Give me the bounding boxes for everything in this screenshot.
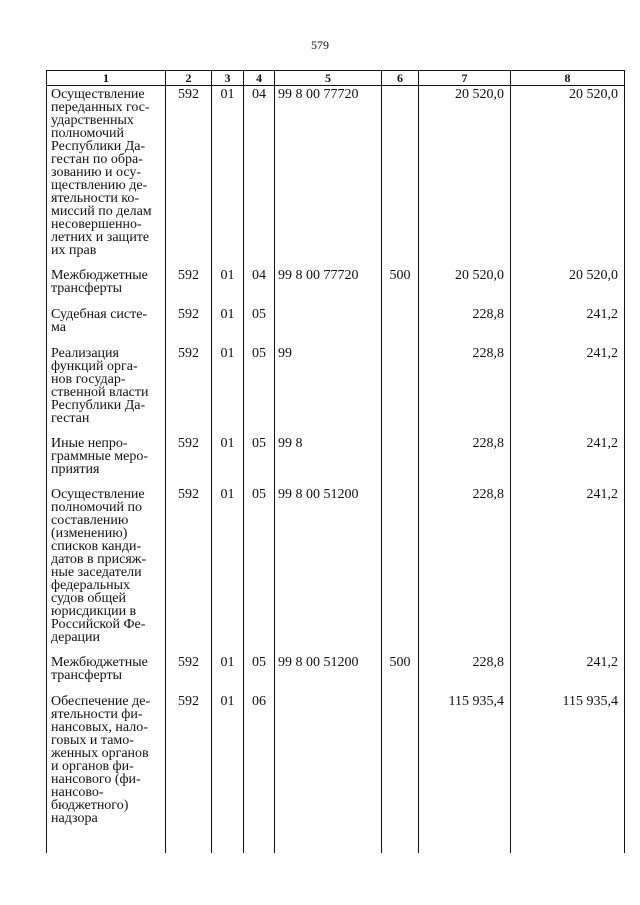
amount-col7-cell: 228,8 (419, 654, 511, 693)
row-name-cell (47, 306, 166, 345)
row-name-line: бюджетного) (51, 797, 129, 813)
row-name-line: ственной власти (51, 384, 149, 400)
row-name-cell (47, 267, 166, 306)
target-article-cell (275, 306, 382, 345)
row-name-line: функций орга- (51, 358, 138, 374)
row-name-line: Осуществление (51, 87, 145, 102)
target-article-cell (275, 693, 382, 833)
row-name-line: Межбюджетные (51, 267, 148, 283)
table-row (47, 306, 625, 345)
section-cell: 01 (212, 693, 244, 833)
row-name-line: Реализация (51, 345, 119, 361)
row-name-line: Обеспечение де- (51, 693, 151, 709)
row-name-line: Республики Да- (51, 139, 146, 154)
row-name-line: Судебная систе- (51, 306, 148, 322)
row-name-line: федеральных (51, 577, 131, 593)
table-row (47, 435, 625, 486)
gov-code-cell: 592 (166, 654, 212, 693)
header-col-7: 7 (419, 71, 511, 86)
row-name-cell (47, 486, 166, 654)
row-name-line: нансово- (51, 784, 104, 800)
target-article-cell: 99 (275, 345, 382, 435)
row-name-line: нов государ- (51, 371, 126, 387)
row-name-line: ятельности ко- (51, 191, 140, 206)
subsection-cell: 05 (244, 345, 275, 435)
row-name-line: ма (51, 319, 66, 335)
row-name-line: приятия (51, 461, 100, 477)
row-name-line: дерации (51, 629, 101, 645)
amount-col8-cell: 241,2 (511, 654, 625, 693)
row-name-line: Осуществление (51, 486, 145, 502)
header-col-2: 2 (166, 71, 212, 86)
table-row (47, 86, 625, 267)
row-name-line: гестан по обра- (51, 152, 143, 167)
row-name-line: их прав (51, 243, 97, 258)
page-number: 579 (311, 38, 329, 52)
table-row (47, 267, 625, 306)
row-name-line: ударственных (51, 113, 134, 128)
row-name-line: Российской Фе- (51, 616, 146, 632)
target-article-cell: 99 8 00 77720 (275, 267, 382, 306)
section-cell: 01 (212, 486, 244, 654)
gov-code-cell: 592 (166, 693, 212, 833)
row-name-line: миссий по делам (51, 204, 152, 219)
amount-col7-cell: 228,8 (419, 486, 511, 654)
subsection-cell: 05 (244, 486, 275, 654)
amount-col8-cell: 241,2 (511, 345, 625, 435)
spacer-cell (47, 833, 166, 853)
row-name-line: и органов фи- (51, 758, 134, 774)
budget-table-container (46, 70, 624, 838)
header-col-8: 8 (511, 71, 625, 86)
spacer-cell (275, 833, 382, 853)
section-cell: 01 (212, 306, 244, 345)
expense-type-cell: 500 (382, 654, 419, 693)
subsection-cell: 05 (244, 435, 275, 486)
row-name-line: Республики Да- (51, 397, 146, 413)
spacer-cell (419, 833, 511, 853)
section-cell: 01 (212, 654, 244, 693)
row-name-line: составлению (51, 512, 129, 528)
spacer-cell (212, 833, 244, 853)
row-name-line: переданных гос- (51, 100, 150, 115)
amount-col7-cell: 20 520,0 (419, 267, 511, 306)
table-row (47, 345, 625, 435)
gov-code-cell: 592 (166, 435, 212, 486)
row-name-line: ществлению де- (51, 178, 148, 193)
spacer-cell (244, 833, 275, 853)
row-name-line: летних и защите (51, 230, 150, 245)
row-name-line: Иные непро- (51, 435, 128, 451)
table-row (47, 486, 625, 654)
amount-col8-cell: 241,2 (511, 486, 625, 654)
row-name-cell (47, 693, 166, 833)
row-name-line: нансовых, нало- (51, 719, 148, 735)
header-col-5: 5 (275, 71, 382, 86)
row-name-line: судов общей (51, 590, 126, 606)
header-col-3: 3 (212, 71, 244, 86)
subsection-cell: 06 (244, 693, 275, 833)
amount-col8-cell: 241,2 (511, 435, 625, 486)
row-name-line: трансферты (51, 280, 123, 296)
row-name-line: (изменению) (51, 525, 128, 541)
row-name-line: датов в присяж- (51, 551, 147, 567)
expense-type-cell (382, 306, 419, 345)
row-name-line: списков канди- (51, 538, 142, 554)
target-article-cell: 99 8 00 51200 (275, 654, 382, 693)
expense-type-cell (382, 345, 419, 435)
gov-code-cell: 592 (166, 267, 212, 306)
spacer-cell (511, 833, 625, 853)
expense-type-cell (382, 486, 419, 654)
table-row (47, 654, 625, 693)
subsection-cell: 05 (244, 654, 275, 693)
subsection-cell: 04 (244, 267, 275, 306)
row-name-line: трансферты (51, 667, 123, 683)
row-name-cell (47, 654, 166, 693)
amount-col8-cell: 20 520,0 (511, 86, 625, 267)
target-article-cell: 99 8 (275, 435, 382, 486)
gov-code-cell: 592 (166, 86, 212, 267)
amount-col7-cell: 228,8 (419, 345, 511, 435)
row-name-line: граммные меро- (51, 448, 149, 464)
table-row (47, 693, 625, 833)
row-name-line: ные заседатели (51, 564, 142, 580)
row-name-cell (47, 435, 166, 486)
header-row (47, 71, 625, 86)
row-name-line: надзора (51, 810, 98, 826)
expense-type-cell (382, 86, 419, 267)
header-col-1: 1 (47, 71, 166, 86)
subsection-cell: 05 (244, 306, 275, 345)
table-spacer-row (47, 833, 625, 853)
subsection-cell: 04 (244, 86, 275, 267)
row-name-cell (47, 345, 166, 435)
target-article-cell: 99 8 00 51200 (275, 486, 382, 654)
spacer-cell (382, 833, 419, 853)
row-name-line: несовершенно- (51, 217, 142, 232)
amount-col8-cell: 20 520,0 (511, 267, 625, 306)
amount-col8-cell: 241,2 (511, 306, 625, 345)
row-name-line: говых и тамо- (51, 732, 134, 748)
spacer-cell (166, 833, 212, 853)
header-col-6: 6 (382, 71, 419, 86)
row-name-line: полномочий (51, 126, 125, 141)
row-name-line: женных органов (51, 745, 149, 761)
header-col-4: 4 (244, 71, 275, 86)
row-name-line: юрисдикции в (51, 603, 137, 619)
row-name-line: полномочий по (51, 499, 143, 515)
target-article-cell: 99 8 00 77720 (275, 86, 382, 267)
section-cell: 01 (212, 86, 244, 267)
row-name-line: ятельности фи- (51, 706, 143, 722)
row-name-cell (47, 86, 166, 267)
row-name-line: Межбюджетные (51, 654, 148, 670)
amount-col7-cell: 20 520,0 (419, 86, 511, 267)
amount-col7-cell: 228,8 (419, 435, 511, 486)
gov-code-cell: 592 (166, 486, 212, 654)
expense-type-cell (382, 693, 419, 833)
section-cell: 01 (212, 345, 244, 435)
row-name-line: гестан (51, 410, 90, 426)
amount-col7-cell: 228,8 (419, 306, 511, 345)
amount-col7-cell: 115 935,4 (419, 693, 511, 833)
row-name-line: зованию и осу- (51, 165, 142, 180)
budget-table (46, 70, 625, 853)
expense-type-cell (382, 435, 419, 486)
gov-code-cell: 592 (166, 345, 212, 435)
section-cell: 01 (212, 267, 244, 306)
row-name-line: нансового (фи- (51, 771, 141, 787)
amount-col8-cell: 115 935,4 (511, 693, 625, 833)
expense-type-cell: 500 (382, 267, 419, 306)
section-cell: 01 (212, 435, 244, 486)
gov-code-cell: 592 (166, 306, 212, 345)
